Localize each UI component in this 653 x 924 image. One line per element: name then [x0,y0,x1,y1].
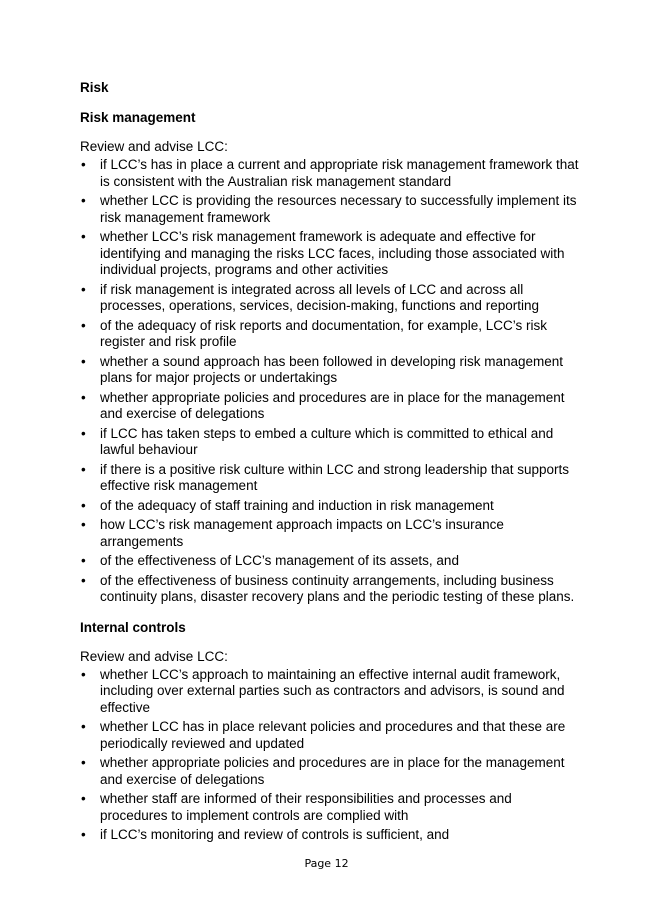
list-item [80,755,580,788]
section-title: Internal controls [80,619,186,635]
section-intro: Review and advise LCC: [80,648,228,664]
list-item [80,462,580,495]
bullet-icon: • [81,791,86,806]
list-item [80,719,580,752]
bullet-icon: • [81,553,86,568]
list-item-text: whether LCC is providing the resources necessary to successfully implement its risk management framework [100,193,577,225]
section-internal-controls [80,619,580,844]
list-item-text: whether appropriate policies and procedures are in place for the management and exercise of delegations [100,389,565,421]
list-item-text: whether LCC’s approach to maintaining an effective internal audit framework, including over external parties such as contractors and advisors, is sound and effective [100,666,565,715]
section-intro: Review and advise LCC: [80,139,228,154]
bullet-list [80,157,580,606]
list-item-text: how LCC’s risk management approach impacts on LCC’s insurance arrangements [100,517,504,549]
list-item [80,827,580,844]
bullet-icon: • [81,827,86,842]
page-number: Page 12 [304,857,349,870]
bullet-icon: • [81,461,86,477]
list-item [80,282,580,315]
list-item-text: of the adequacy of staff training and induction in risk management [100,497,494,513]
list-item-text: of the adequacy of risk reports and documentation, for example, LCC’s risk register and risk profile [100,317,547,349]
list-item [80,229,580,279]
bullet-icon: • [81,389,86,405]
list-item [80,667,580,717]
section-title: Risk management [80,110,196,125]
list-item-text: of the effectiveness of LCC’s management of its assets, and [100,553,459,568]
list-item-text: whether staff are informed of their responsibilities and processes and procedures to implement controls are complied with [100,791,512,823]
bullet-icon: • [81,719,86,734]
bullet-icon: • [81,497,86,513]
list-item [80,157,580,190]
list-item [80,553,580,570]
section-spacer [80,609,580,619]
list-item [80,791,580,824]
bullet-icon: • [81,755,86,770]
bullet-list [80,667,580,844]
bullet-icon: • [81,425,86,441]
list-item-text: if there is a positive risk culture within LCC and strong leadership that supports effective risk management [100,461,569,493]
list-item-text: whether appropriate policies and procedures are in place for the management and exercise of delegations [100,755,565,787]
bullet-icon: • [81,353,86,369]
bullet-icon: • [81,157,86,172]
list-item-text: if risk management is integrated across all levels of LCC and across all processes, operations, services, decision-making, functions and reporting [100,281,539,313]
bullet-icon: • [81,517,86,532]
list-item-text: if LCC’s has in place a current and appropriate risk management framework that is consistent with the Australian risk management standard [100,157,579,189]
list-item-text: whether LCC has in place relevant policies and procedures and that these are periodically reviewed and updated [100,719,566,751]
list-item [80,498,580,515]
list-item-text: if LCC’s monitoring and review of controls is sufficient, and [100,827,450,842]
list-item [80,193,580,226]
list-item [80,390,580,423]
bullet-icon: • [81,572,86,588]
list-item-text: whether a sound approach has been followed in developing risk management plans for major projects or undertakings [100,353,564,385]
list-item [80,318,580,351]
list-item-text: of the effectiveness of business continuity arrangements, including business continuity plans, disaster recovery plans and the periodic testing of these plans. [100,572,575,604]
list-item [80,426,580,459]
list-item [80,517,580,550]
list-item-text: if LCC has taken steps to embed a culture which is committed to ethical and lawful behaviour [100,425,554,457]
bullet-icon: • [81,229,86,244]
page-content [80,79,580,847]
list-item [80,573,580,606]
list-item-text: whether LCC’s risk management framework is adequate and effective for identifying and managing the risks LCC faces, including those associated with individual projects, programs and other activities [100,229,565,277]
bullet-icon: • [81,666,86,682]
section-risk-management [80,109,580,606]
bullet-icon: • [81,317,86,333]
page-heading: Risk [80,80,109,95]
bullet-icon: • [81,281,86,297]
list-item [80,354,580,387]
bullet-icon: • [81,193,86,208]
